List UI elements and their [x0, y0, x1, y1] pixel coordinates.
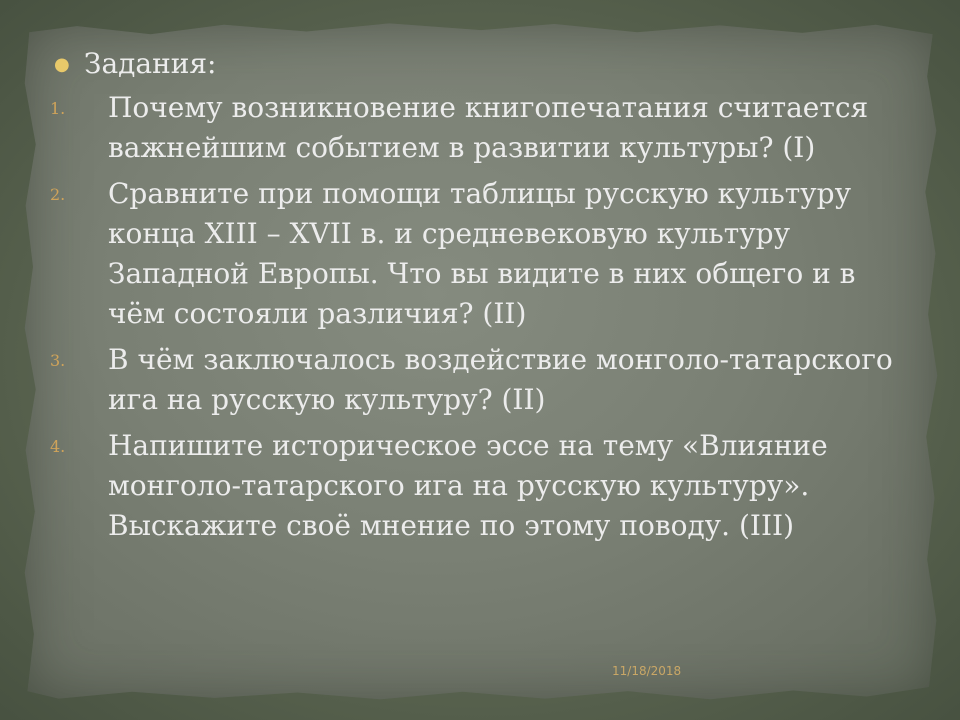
task-number: 3. — [50, 351, 66, 370]
task-text: Почему возникновение книгопечатания считается важнейшим событием в развитии культуры? (I) — [108, 91, 869, 164]
task-text: Сравните при помощи таблицы русскую культуру конца XIII – XVII в. и средневековую культуру Западной Европы. Что вы видите в них общего и в чём состояли различия? (II) — [108, 177, 856, 330]
task-number: 2. — [50, 185, 66, 204]
bullet-dot-icon: ● — [54, 54, 70, 75]
slide-heading: Задания: — [84, 47, 217, 80]
task-item — [50, 340, 910, 420]
task-number: 4. — [50, 437, 66, 456]
slide-content — [50, 44, 910, 552]
task-item — [50, 426, 910, 546]
task-text: В чём заключалось воздействие монголо-татарского ига на русскую культуру? (II) — [108, 343, 893, 416]
slide-date: 11/18/2018 — [612, 664, 682, 678]
task-item — [50, 88, 910, 168]
task-number: 1. — [50, 99, 66, 118]
task-text: Напишите историческое эссе на тему «Влияние монголо-татарского ига на русскую культуру». Выскажите своё мнение по этому поводу. (III) — [108, 429, 828, 542]
heading-row — [50, 44, 910, 84]
task-item — [50, 174, 910, 334]
